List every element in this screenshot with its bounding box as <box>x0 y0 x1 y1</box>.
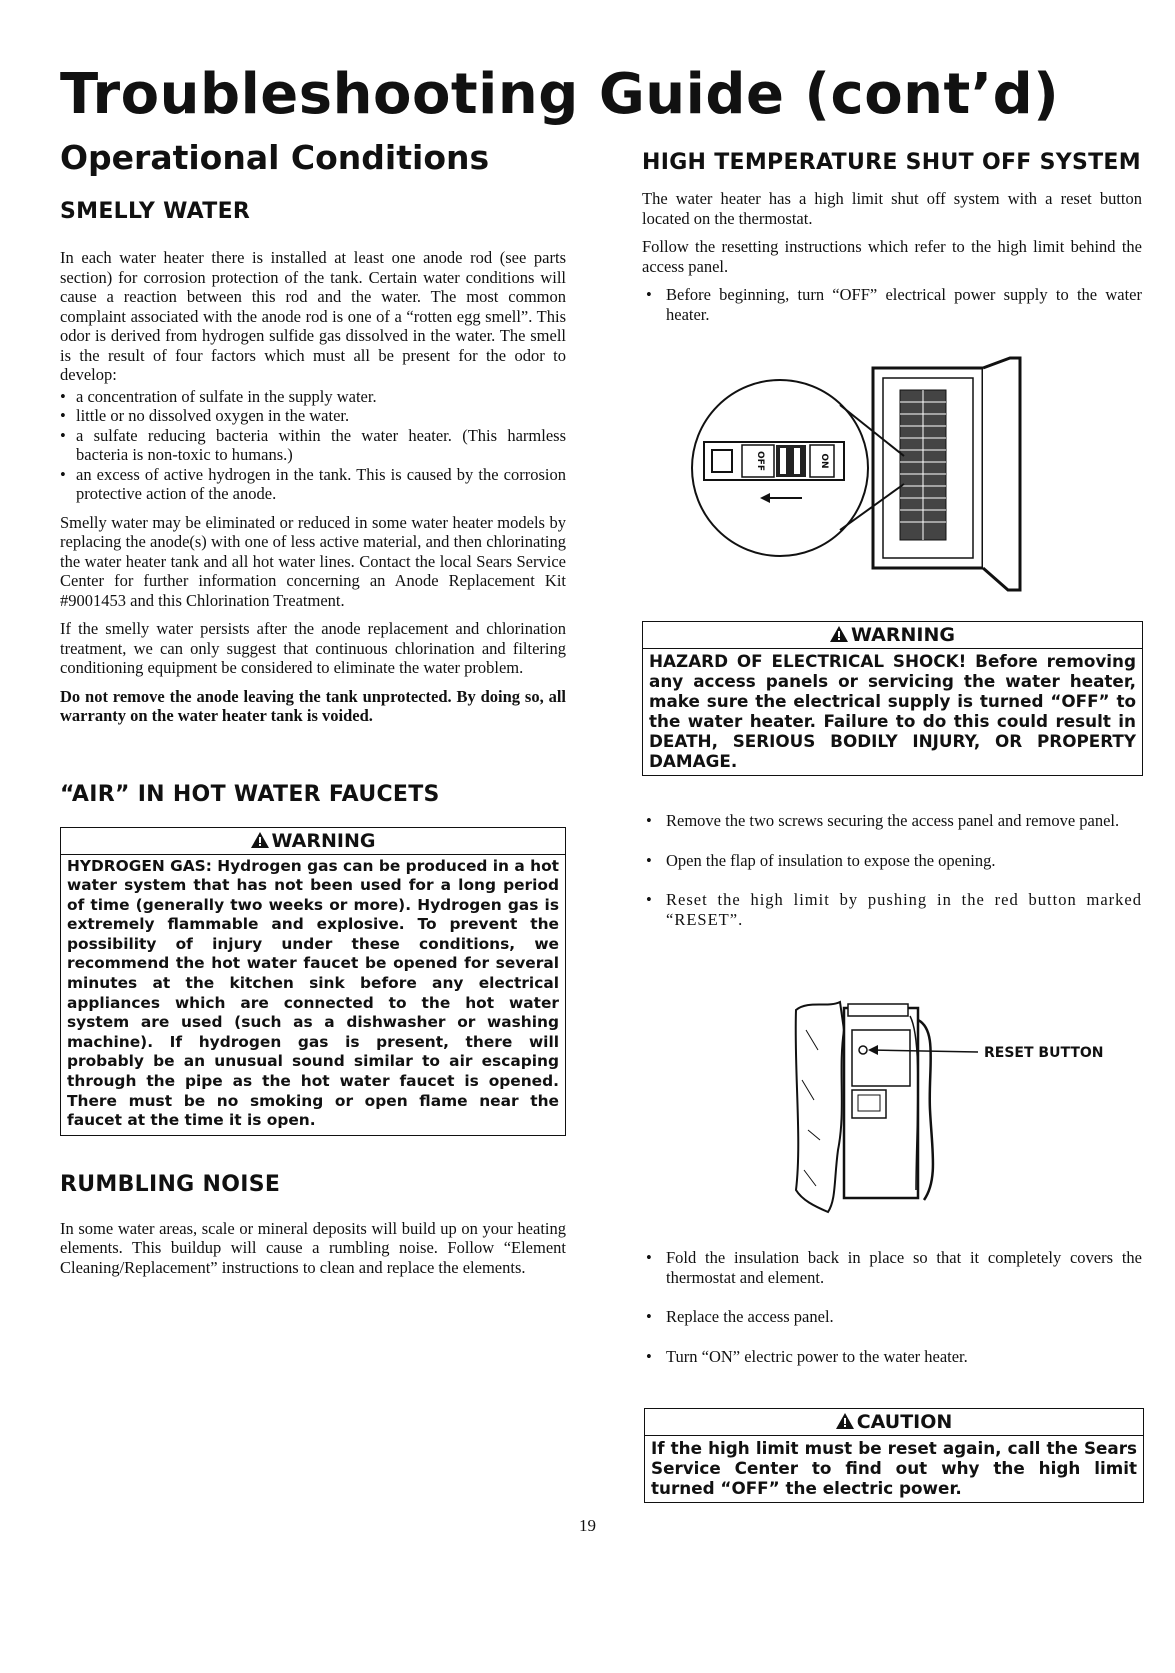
caution-box <box>644 1408 1144 1503</box>
list-item: • Reset the high limit by pushing in the red button marked “RESET”. <box>642 890 1142 929</box>
list-item: • Before beginning, turn “OFF” electrical power supply to the water heater. <box>642 285 1142 324</box>
warning-header <box>643 622 1142 649</box>
right-column <box>642 150 1142 344</box>
warning-header <box>61 828 565 855</box>
warning-triangle-icon <box>251 832 269 848</box>
smelly-water-paragraph-1: In each water heater there is installed at least one anode rod (see parts section) for corrosion protection of the tank. Certain water conditions will cause a reaction between this rod and the water. The most common complaint associated with the anode rod is one of a “rotten egg smell”. This odor is derived from hydrogen sulfide gas dissolved in the water. The smell is the result of four factors which must all be present for the odor to develop: <box>60 248 566 384</box>
smelly-water-paragraph-2: Smelly water may be eliminated or reduced in some water heater models by replacing the anode(s) with one of less active material, and then chlorinating the water heater tank and all hot water lines. Contact the local Sears Service Center for further information concerning an Anode Replacement Kit #9001453 and this Chlorination Treatment. <box>60 512 566 610</box>
section-title-operational: Operational Conditions <box>60 138 490 177</box>
breaker-panel-illustration <box>690 350 1050 600</box>
thermostat-reset-illustration <box>788 990 988 1220</box>
list-item: • little or no dissolved oxygen in the water. <box>60 406 566 426</box>
heading-smelly-water: SMELLY WATER <box>60 199 251 224</box>
list-item: • Replace the access panel. <box>642 1307 1142 1327</box>
list-item: • an excess of active hydrogen in the tank. This is caused by the corrosion protective action of the anode. <box>60 465 566 504</box>
reset-steps-list <box>642 811 1142 949</box>
electrical-shock-warning-text: HAZARD OF ELECTRICAL SHOCK! Before removing any access panels or servicing the water heater, make sure the electrical supply is turned “OFF” to the water heater. Failure to do this could result in DEATH, SERIOUS BODILY INJURY, OR PROPERTY DAMAGE. <box>649 651 1136 771</box>
heading-high-temp-shutoff: HIGH TEMPERATURE SHUT OFF SYSTEM <box>642 150 1141 175</box>
page-number: 19 <box>579 1516 596 1535</box>
warning-label: WARNING <box>851 624 955 646</box>
page-title: Troubleshooting Guide (cont’d) <box>60 62 1060 127</box>
smelly-water-paragraph-3: If the smelly water persists after the anode replacement and chlorination treatment, we can only suggest that continuous chlorination and filtering conditioning equipment be considered to eliminate the water problem. <box>60 619 566 677</box>
breaker-off-label: OFF <box>755 451 765 471</box>
breaker-on-label: ON <box>819 453 829 469</box>
caution-triangle-icon <box>836 1413 854 1429</box>
caution-header <box>645 1409 1143 1436</box>
list-item: • a sulfate reducing bacteria within the water heater. (This harmless bacteria is non-toxic to humans.) <box>60 426 566 465</box>
list-item: • a concentration of sulfate in the supply water. <box>60 387 566 407</box>
list-item: • Fold the insulation back in place so that it completely covers the thermostat and element. <box>642 1248 1142 1287</box>
electrical-shock-warning-box <box>642 621 1143 776</box>
left-column <box>60 138 566 1286</box>
list-item: • Turn “ON” electric power to the water heater. <box>642 1347 1142 1367</box>
high-limit-follow: Follow the resetting instructions which refer to the high limit behind the access panel. <box>642 237 1142 276</box>
hydrogen-warning-box <box>60 827 566 1136</box>
list-item: • Open the flap of insulation to expose the opening. <box>642 851 1142 871</box>
smelly-water-factors-list <box>60 387 566 504</box>
warning-triangle-icon <box>830 626 848 642</box>
caution-label: CAUTION <box>856 1411 953 1433</box>
before-beginning-list <box>642 285 1142 324</box>
warning-label: WARNING <box>271 829 376 852</box>
list-item: • Remove the two screws securing the access panel and remove panel. <box>642 811 1142 831</box>
hydrogen-warning-text: HYDROGEN GAS: Hydrogen gas can be produced in a hot water system that has not been used for a long period of time (generally two weeks or more). Hydrogen gas is extremely flammable and explosive. To prevent the possibility of injury under these conditions, we recommend the hot water faucet be opened for several minutes at the kitchen sink before any electrical appliances which are connected to the hot water system are used (such as a dishwasher or washing machine). If hydrogen gas is present, there will probably be an unusual sound similar to air escaping through the pipe as the hot water faucet is opened. There must be no smoking or open flame near the faucet at the time it is open. <box>67 856 559 1130</box>
heading-rumbling-noise: RUMBLING NOISE <box>60 1171 281 1197</box>
final-steps-list <box>642 1248 1142 1386</box>
heading-air-in-faucets: “AIR” IN HOT WATER FAUCETS <box>60 781 440 807</box>
reset-button-label: RESET BUTTON <box>984 1045 1104 1061</box>
rumbling-noise-paragraph: In some water areas, scale or mineral deposits will build up on your heating elements. This buildup will cause a rumbling noise. Follow “Element Cleaning/Replacement” instructions to clean and replace the elements. <box>60 1218 566 1277</box>
anode-warranty-notice: Do not remove the anode leaving the tank unprotected. By doing so, all warranty on the water heater tank is voided. <box>60 686 566 725</box>
high-limit-intro: The water heater has a high limit shut off system with a reset button located on the thermostat. <box>642 189 1142 228</box>
caution-text: If the high limit must be reset again, call the Sears Service Center to find out why the high limit turned “OFF” the electric power. <box>651 1438 1137 1498</box>
